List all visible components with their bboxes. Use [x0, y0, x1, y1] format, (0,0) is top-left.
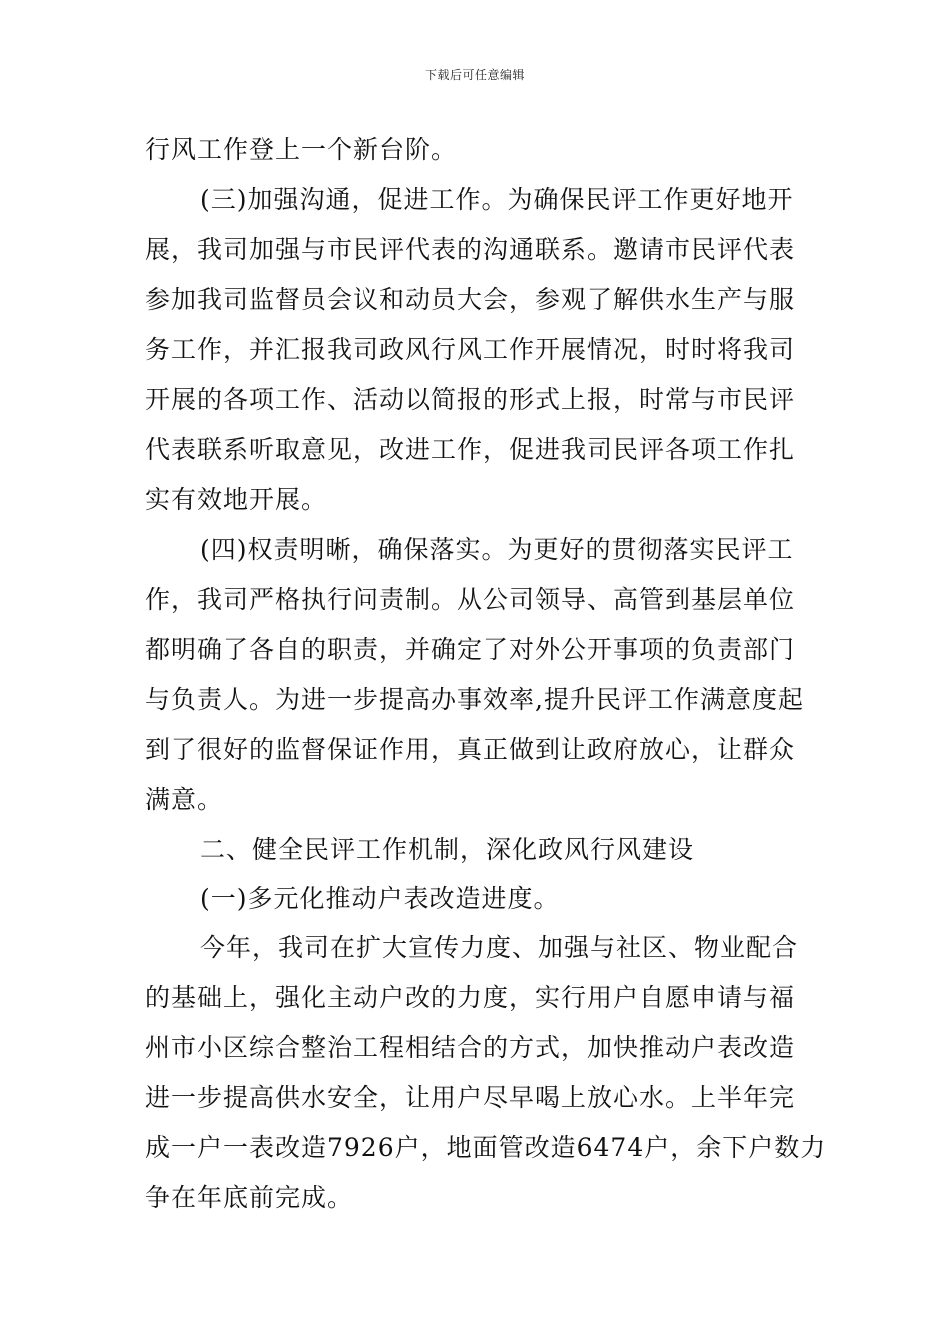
page-header-note: 下载后可任意编辑: [424, 68, 525, 82]
text-line: 务工作，并汇报我司政风行风工作开展情况，时时将我司: [145, 335, 796, 364]
text-line: 成一户一表改造7926户，地面管改造6474户，余下户数力: [145, 1133, 827, 1162]
text-line: 参加我司监督员会议和动员大会，参观了解供水生产与服: [145, 285, 796, 314]
text-line: 作，我司严格执行问责制。从公司领导、高管到基层单位: [145, 585, 796, 614]
section-heading: 二、健全民评工作机制，深化政风行风建设: [200, 835, 695, 864]
text-line: 都明确了各自的职责，并确定了对外公开事项的负责部门: [145, 635, 796, 664]
text-line: 州市小区综合整治工程相结合的方式，加快推动户表改造: [145, 1033, 796, 1062]
text-line: 争在年底前完成。: [145, 1183, 354, 1212]
paragraph-start: 今年，我司在扩大宣传力度、加强与社区、物业配合: [200, 933, 799, 962]
text-line: 开展的各项工作、活动以简报的形式上报，时常与市民评: [145, 385, 796, 414]
subsection-heading: (一)多元化推动户表改造进度。: [200, 884, 560, 913]
text-line: 行风工作登上一个新台阶。: [145, 135, 458, 164]
text-line: 满意。: [145, 785, 224, 814]
text-line: 展，我司加强与市民评代表的沟通联系。邀请市民评代表: [145, 235, 796, 264]
paragraph-heading: (三)加强沟通，促进工作。为确保民评工作更好地开: [200, 185, 794, 214]
text-line: 的基础上，强化主动户改的力度，实行用户自愿申请与福: [145, 983, 796, 1012]
text-line: 与负责人。为进一步提高办事效率,提升民评工作满意度起: [145, 685, 804, 714]
text-line: 到了很好的监督保证作用，真正做到让政府放心，让群众: [145, 735, 796, 764]
text-line: 进一步提高供水安全，让用户尽早喝上放心水。上半年完: [145, 1083, 796, 1112]
paragraph-heading: (四)权责明晰，确保落实。为更好的贯彻落实民评工: [200, 535, 794, 564]
document-body: [145, 125, 827, 1223]
text-line: 实有效地开展。: [145, 485, 328, 514]
text-line: 代表联系听取意见，改进工作，促进我司民评各项工作扎: [145, 435, 796, 464]
